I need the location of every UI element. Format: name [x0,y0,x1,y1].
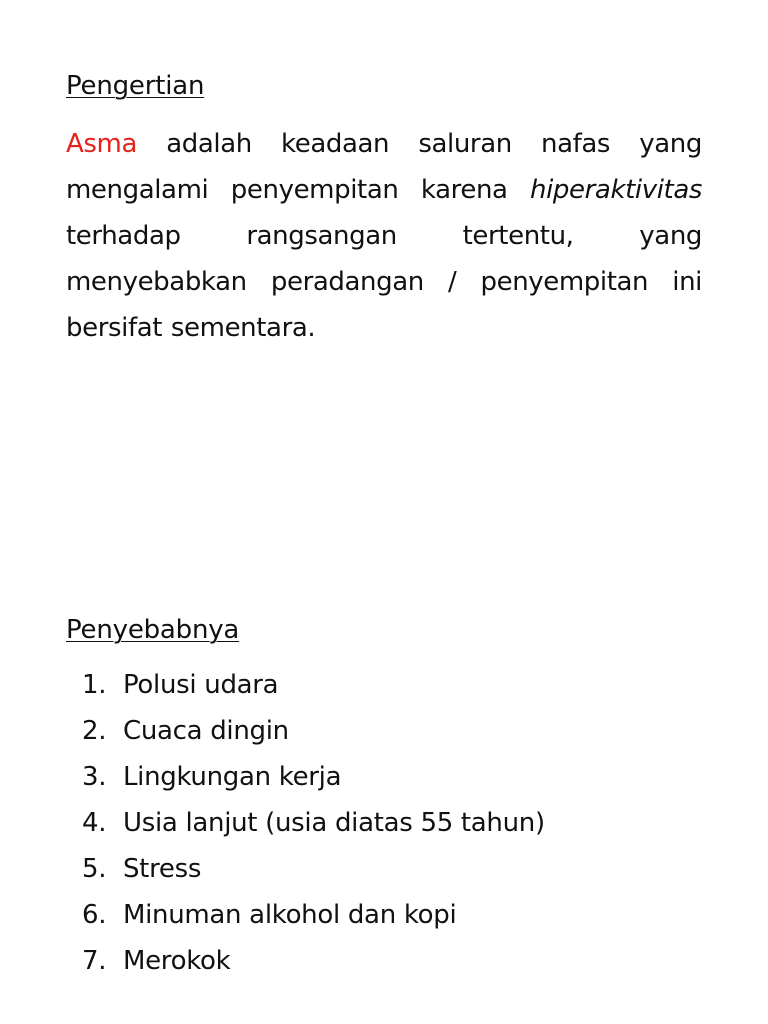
definition-term: Asma [66,129,137,159]
list-item [82,846,545,892]
list-item-number: 6. [82,900,107,930]
list-item [82,800,545,846]
list-item [82,938,545,984]
list-item-text: Merokok [122,946,231,976]
causes-heading: Penyebabnya [66,615,240,645]
definition-emphasis: hiperaktivitas [530,175,702,205]
list-item-text: Lingkungan kerja [122,762,342,792]
list-item-text: Usia lanjut (usia diatas 55 tahun) [122,808,545,838]
list-item-text: Polusi udara [122,670,279,700]
list-item-number: 7. [82,946,107,976]
definition-heading: Pengertian [66,71,205,101]
causes-list [82,662,545,984]
list-item [82,708,545,754]
list-item [82,754,545,800]
list-item-text: Cuaca dingin [122,716,289,746]
list-item-text: Stress [122,854,202,884]
list-item [82,662,545,708]
definition-paragraph [66,121,702,351]
list-item-number: 4. [82,808,107,838]
list-item [82,892,545,938]
definition-text-part1: adalah keadaan saluran nafas yang mengalami penyempitan karena [66,129,702,205]
list-item-number: 3. [82,762,107,792]
definition-text-part2: terhadap rangsangan tertentu, yang menyebabkan peradangan / penyempitan ini bersifat sementara. [66,221,702,343]
list-item-number: 5. [82,854,107,884]
list-item-number: 2. [82,716,107,746]
list-item-number: 1. [82,670,107,700]
list-item-text: Minuman alkohol dan kopi [122,900,457,930]
